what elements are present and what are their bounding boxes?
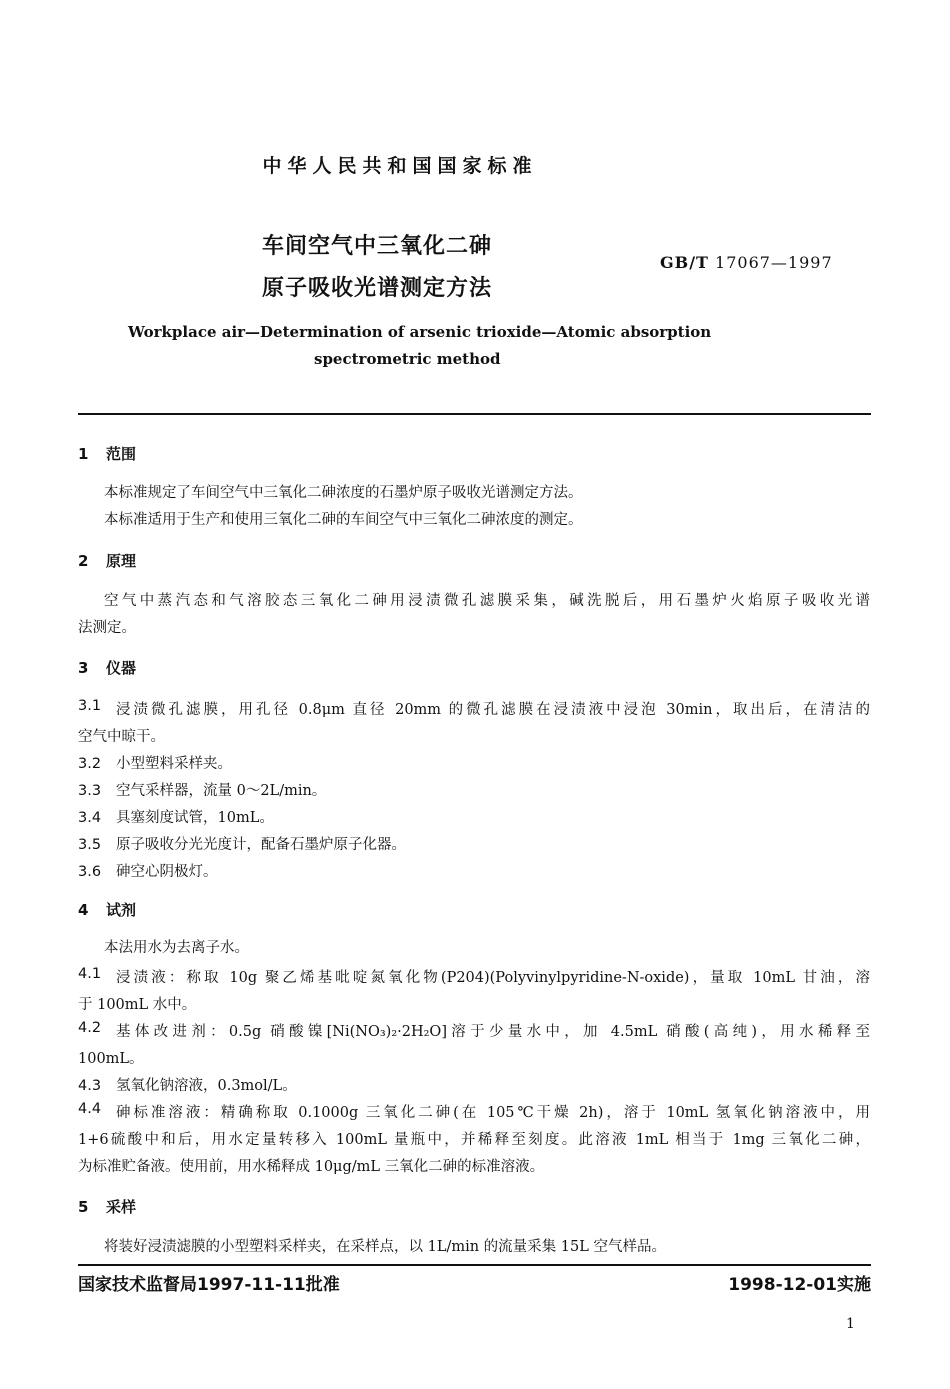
section-1-heading	[78, 443, 136, 464]
section-2-heading	[78, 550, 136, 571]
list-item	[78, 1101, 870, 1122]
list-item	[78, 833, 406, 854]
section-4-heading	[78, 899, 136, 920]
item-text: 原子吸收分光光度计，配备石墨炉原子化器。	[116, 837, 406, 853]
national-standard-heading: 中华人民共和国国家标准	[262, 155, 538, 177]
standard-number: 17067—1997	[715, 253, 833, 272]
implementation-info	[728, 1270, 871, 1295]
section-title: 范围	[106, 445, 137, 463]
section-3-heading	[78, 657, 136, 678]
item-text: 具塞刻度试管，10mL。	[116, 810, 274, 826]
list-item	[78, 1020, 870, 1041]
document-title-line2: 原子吸收光谱测定方法	[262, 276, 493, 301]
implementation-date: 1998-12-01	[728, 1275, 837, 1295]
item-number: 3.2	[78, 756, 102, 772]
list-item	[78, 966, 870, 987]
item-number: 3.3	[78, 783, 102, 799]
section-1-paragraph-2: 本标准适用于生产和使用三氧化二砷的车间空气中三氧化二砷浓度的测定。	[104, 512, 583, 528]
list-item	[78, 806, 274, 827]
page-number: 1	[846, 1316, 855, 1332]
section-title: 原理	[106, 552, 137, 570]
footer-divider	[78, 1264, 871, 1266]
list-item	[78, 698, 870, 719]
item-4-4-line2-text: 1+6硫酸中和后，用水定量转移入 100mL 量瓶中，并稀释至刻度。此溶液 1mL 相当于 1mg 三氧化二砷，	[78, 1132, 870, 1148]
section-2-paragraph-line1	[104, 591, 870, 611]
item-text: 空气采样器，流量 0～2L/min。	[116, 783, 327, 799]
item-4-2-line2: 100mL。	[78, 1051, 144, 1067]
implementation-label: 实施	[837, 1275, 871, 1295]
section-number: 3	[78, 659, 89, 677]
standard-prefix: GB/T	[660, 253, 709, 272]
item-number: 3.1	[78, 698, 102, 714]
item-number: 4.2	[78, 1020, 102, 1036]
list-item	[78, 752, 232, 773]
list-item	[78, 860, 218, 881]
item-text: 砷空心阴极灯。	[116, 864, 218, 880]
section-number: 2	[78, 552, 89, 570]
item-3-1-line1	[78, 698, 870, 719]
approval-info	[78, 1270, 340, 1295]
section-title: 采样	[106, 1198, 137, 1216]
section-5-heading	[78, 1196, 136, 1217]
item-number: 4.4	[78, 1101, 102, 1117]
header-divider	[78, 413, 871, 415]
item-text: 小型塑料采样夹。	[116, 756, 232, 772]
approval-date: 1997-11-11	[197, 1275, 306, 1295]
section-title: 仪器	[106, 659, 137, 677]
item-number: 4.1	[78, 966, 102, 982]
item-text: 氢氧化钠溶液，0.3mol/L。	[116, 1078, 297, 1094]
section-2-paragraph-line2: 法测定。	[78, 620, 136, 636]
item-3-1-line2: 空气中晾干。	[78, 729, 165, 745]
approval-label: 批准	[305, 1275, 340, 1295]
approval-org: 国家技术监督局	[78, 1275, 197, 1295]
item-number: 4.3	[78, 1078, 102, 1094]
list-item	[78, 779, 326, 800]
item-number: 3.6	[78, 864, 102, 880]
section-title: 试剂	[106, 901, 137, 919]
item-text: 浸渍微孔滤膜，用孔径 0.8μm 直径 20mm 的微孔滤膜在浸渍液中浸泡 30min，取出后，在清洁的	[116, 702, 870, 718]
item-4-4-line2	[78, 1128, 870, 1149]
standard-code	[660, 253, 833, 272]
item-number: 3.4	[78, 810, 102, 826]
section-2-line1-text: 空气中蒸汽态和气溶胶态三氧化二砷用浸渍微孔滤膜采集，碱洗脱后，用石墨炉火焰原子吸收光谱	[104, 593, 870, 609]
item-text: 砷标准溶液：精确称取 0.1000g 三氧化二砷(在 105℃干燥 2h)，溶于 10mL 氢氧化钠溶液中，用	[116, 1105, 870, 1121]
english-title-line2: spectrometric method	[314, 350, 501, 368]
section-1-paragraph-1: 本标准规定了车间空气中三氧化二砷浓度的石墨炉原子吸收光谱测定方法。	[104, 485, 583, 501]
item-4-1-line2: 于 100mL 水中。	[78, 997, 197, 1013]
section-4-intro: 本法用水为去离子水。	[104, 940, 249, 956]
section-number: 1	[78, 445, 89, 463]
item-text: 浸渍液：称取 10g 聚乙烯基吡啶氮氧化物(P204)(Polyvinylpyridine-N-oxide)，量取 10mL 甘油，溶	[116, 970, 870, 986]
english-title-line1: Workplace air—Determination of arsenic trioxide—Atomic absorption	[128, 323, 712, 341]
section-number: 5	[78, 1198, 89, 1216]
section-number: 4	[78, 901, 89, 919]
section-5-paragraph: 将装好浸渍滤膜的小型塑料采样夹，在采样点，以 1L/min 的流量采集 15L 空气样品。	[104, 1239, 666, 1255]
item-4-4-line3: 为标准贮备液。使用前，用水稀释成 10μg/mL 三氧化二砷的标准溶液。	[78, 1159, 545, 1175]
item-number: 3.5	[78, 837, 102, 853]
list-item	[78, 1074, 297, 1095]
item-text: 基体改进剂：0.5g 硝酸镍[Ni(NO₃)₂·2H₂O]溶于少量水中，加 4.5mL 硝酸(高纯)，用水稀释至	[116, 1024, 870, 1040]
document-title-line1: 车间空气中三氧化二砷	[262, 234, 493, 259]
